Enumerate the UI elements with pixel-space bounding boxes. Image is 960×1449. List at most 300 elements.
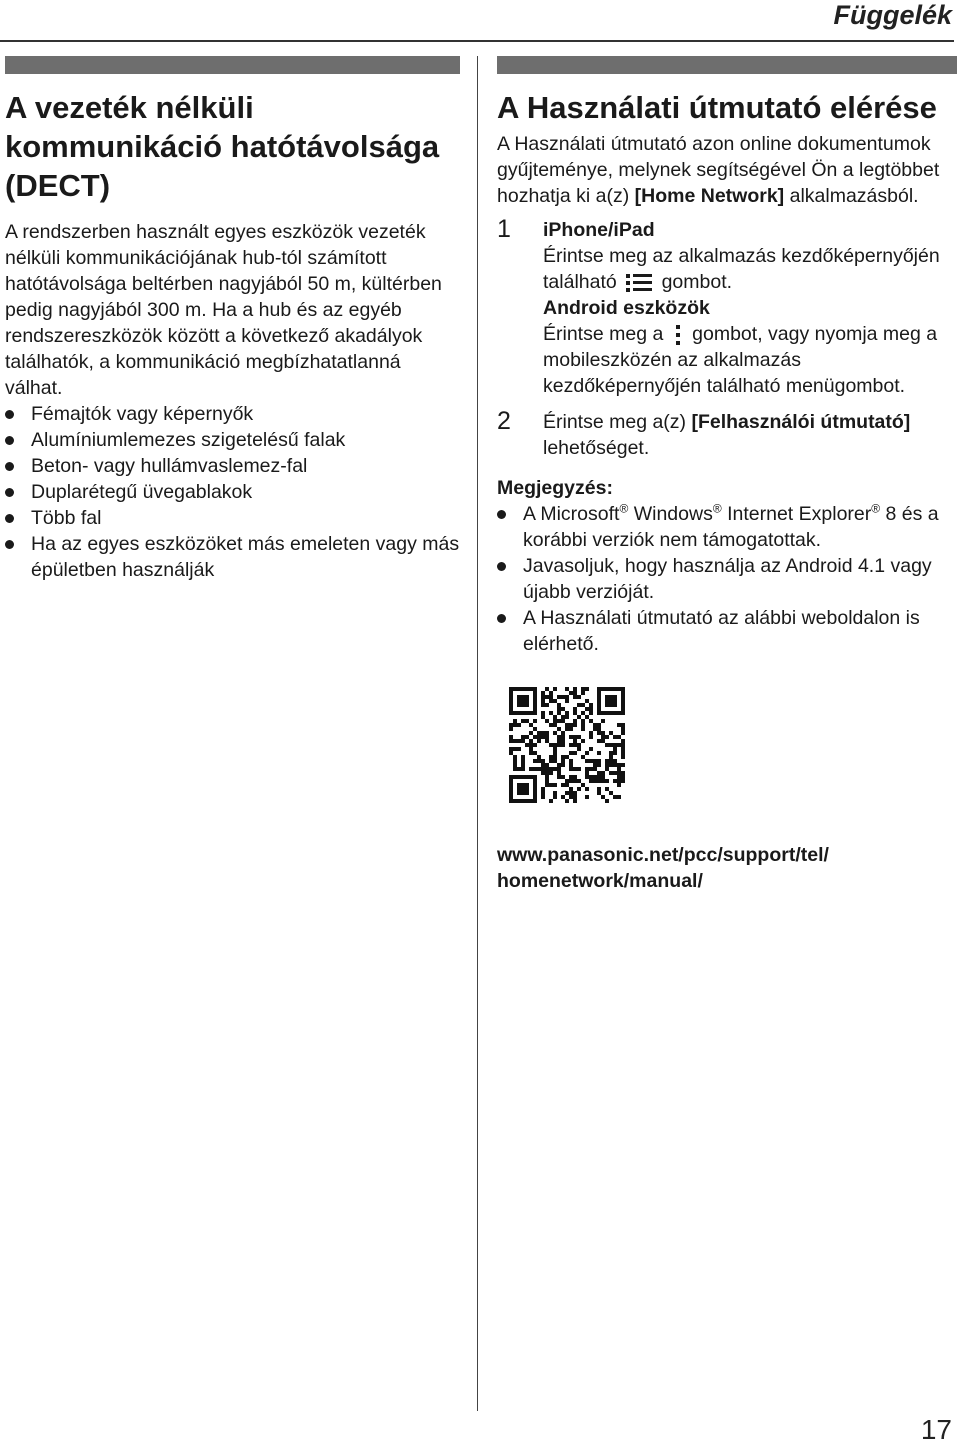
qr-module [565, 711, 569, 715]
qr-module [521, 687, 525, 691]
qr-module [509, 691, 513, 695]
qr-module [545, 739, 549, 743]
header-rule [0, 40, 954, 42]
note-list [497, 501, 957, 657]
qr-module [545, 763, 549, 767]
qr-module [573, 719, 577, 723]
qr-module [533, 759, 537, 763]
qr-module [521, 767, 525, 771]
qr-module [541, 711, 545, 715]
qr-module [513, 767, 517, 771]
qr-module [597, 779, 601, 783]
qr-module [601, 775, 605, 779]
qr-module [581, 691, 585, 695]
qr-module [517, 767, 521, 771]
menu-list-icon [626, 273, 652, 293]
qr-module [561, 743, 565, 747]
qr-module [613, 751, 617, 755]
section-bar-left [5, 56, 460, 74]
qr-module [561, 775, 565, 779]
qr-module [613, 699, 617, 703]
qr-module [609, 743, 613, 747]
qr-module [613, 703, 617, 707]
qr-module [553, 791, 557, 795]
qr-module [513, 723, 517, 727]
qr-module [601, 731, 605, 735]
qr-module [557, 719, 561, 723]
qr-module [541, 695, 545, 699]
qr-module [589, 735, 593, 739]
qr-module [593, 775, 597, 779]
qr-module [565, 723, 569, 727]
qr-module [573, 795, 577, 799]
qr-module [557, 695, 561, 699]
list-item: Fémajtók vagy képernyők [5, 401, 460, 427]
qr-module [509, 711, 513, 715]
qr-module [569, 775, 573, 779]
qr-module [613, 735, 617, 739]
qr-module [545, 771, 549, 775]
qr-module [589, 775, 593, 779]
qr-module [573, 735, 577, 739]
qr-module [513, 759, 517, 763]
qr-module [617, 711, 621, 715]
qr-module [597, 727, 601, 731]
qr-module [553, 699, 557, 703]
dect-heading-line-1: A vezeték nélküli [5, 90, 254, 125]
qr-module [513, 739, 517, 743]
qr-module [561, 695, 565, 699]
list-item: Több fal [5, 505, 460, 531]
qr-module [509, 775, 513, 779]
qr-module [613, 763, 617, 767]
qr-module [593, 767, 597, 771]
qr-module [577, 695, 581, 699]
bullet-icon [5, 462, 14, 471]
list-item: A Használati útmutató az alábbi weboldalon is elérhető. [497, 605, 957, 657]
qr-module [593, 779, 597, 783]
step-2-instruction: Érintse meg a(z) [Felhasználói útmutató] lehetőséget. [543, 411, 911, 459]
qr-module [565, 715, 569, 719]
list-item: Duplarétegű üvegablakok [5, 479, 460, 505]
qr-module [597, 751, 601, 755]
qr-module [597, 771, 601, 775]
qr-module [581, 783, 585, 787]
qr-module [569, 735, 573, 739]
qr-module [597, 707, 601, 711]
qr-module [549, 799, 553, 803]
qr-module [605, 743, 609, 747]
qr-module [601, 779, 605, 783]
qr-module [557, 711, 561, 715]
qr-module [581, 727, 585, 731]
qr-module [609, 759, 613, 763]
qr-module [573, 739, 577, 743]
qr-module [513, 687, 517, 691]
qr-module [573, 751, 577, 755]
qr-module [621, 775, 625, 779]
qr-module [561, 795, 565, 799]
qr-module [581, 687, 585, 691]
qr-module [537, 731, 541, 735]
qr-module [509, 723, 513, 727]
qr-module [541, 731, 545, 735]
dect-heading-line-3: (DECT) [5, 168, 111, 203]
qr-module [517, 783, 521, 787]
qr-module [569, 795, 573, 799]
qr-module [617, 779, 621, 783]
qr-module [585, 759, 589, 763]
step-number: 2 [497, 407, 511, 435]
qr-module [609, 763, 613, 767]
qr-module [621, 723, 625, 727]
qr-module [605, 703, 609, 707]
qr-module [565, 727, 569, 731]
qr-module [585, 715, 589, 719]
qr-module [621, 687, 625, 691]
qr-module [597, 723, 601, 727]
qr-module [533, 727, 537, 731]
qr-module [557, 775, 561, 779]
qr-module [569, 787, 573, 791]
page-number: 17 [920, 1414, 952, 1445]
qr-module [533, 711, 537, 715]
qr-module [521, 759, 525, 763]
qr-module [609, 755, 613, 759]
qr-module [621, 743, 625, 747]
qr-module [533, 687, 537, 691]
qr-module [621, 695, 625, 699]
qr-module [521, 763, 525, 767]
qr-module [541, 795, 545, 799]
qr-module [573, 767, 577, 771]
qr-module [561, 715, 565, 719]
qr-module [593, 759, 597, 763]
qr-module [573, 687, 577, 691]
qr-module [565, 783, 569, 787]
qr-module [569, 759, 573, 763]
qr-module [573, 711, 577, 715]
qr-module [529, 731, 533, 735]
qr-module [517, 711, 521, 715]
qr-module [605, 763, 609, 767]
qr-module [621, 711, 625, 715]
qr-module [525, 743, 529, 747]
qr-module [609, 731, 613, 735]
manual-intro: A Használati útmutató azon online dokumentumok gyűjteménye, melynek segítségével Ön a legtöbbet hozhatja ki a(z) [Home Network] alkalmazásból. [497, 133, 940, 207]
qr-module [577, 767, 581, 771]
qr-module [617, 687, 621, 691]
qr-module [569, 751, 573, 755]
qr-module [509, 799, 513, 803]
qr-module [621, 731, 625, 735]
qr-module [573, 799, 577, 803]
qr-module [569, 723, 573, 727]
qr-module [589, 711, 593, 715]
qr-module [601, 795, 605, 799]
qr-module [621, 779, 625, 783]
section-bar-right [497, 56, 957, 74]
qr-module [529, 775, 533, 779]
qr-module [517, 703, 521, 707]
qr-module [601, 739, 605, 743]
qr-module [597, 699, 601, 703]
qr-module [581, 739, 585, 743]
qr-module [509, 699, 513, 703]
qr-module [561, 719, 565, 723]
qr-module [565, 791, 569, 795]
qr-module [589, 719, 593, 723]
qr-module [609, 687, 613, 691]
qr-module [545, 695, 549, 699]
qr-module [565, 695, 569, 699]
qr-module [597, 711, 601, 715]
qr-module [513, 719, 517, 723]
qr-module [597, 759, 601, 763]
qr-code[interactable] [509, 687, 625, 803]
qr-module [597, 787, 601, 791]
qr-module [617, 767, 621, 771]
qr-module [581, 711, 585, 715]
qr-module [617, 795, 621, 799]
qr-module [565, 779, 569, 783]
list-item: Ha az egyes eszközöket más emeleten vagy más épületben használják [5, 531, 460, 583]
qr-module [553, 723, 557, 727]
qr-module [577, 735, 581, 739]
qr-module [533, 799, 537, 803]
qr-module [517, 787, 521, 791]
qr-module [513, 755, 517, 759]
qr-module [533, 691, 537, 695]
column-divider [477, 56, 478, 1411]
qr-module [549, 691, 553, 695]
qr-module [577, 715, 581, 719]
qr-module [557, 771, 561, 775]
obstacle-list [5, 401, 460, 583]
qr-module [533, 695, 537, 699]
qr-module [597, 703, 601, 707]
qr-module [525, 799, 529, 803]
qr-module [585, 687, 589, 691]
qr-module [553, 719, 557, 723]
qr-module [617, 771, 621, 775]
qr-module [545, 731, 549, 735]
qr-module [537, 767, 541, 771]
qr-module [557, 727, 561, 731]
qr-module [585, 707, 589, 711]
qr-module [553, 767, 557, 771]
qr-module [581, 703, 585, 707]
qr-module [573, 695, 577, 699]
qr-module [525, 695, 529, 699]
qr-module [589, 759, 593, 763]
qr-module [601, 687, 605, 691]
qr-module [529, 739, 533, 743]
qr-module [553, 783, 557, 787]
qr-module [529, 723, 533, 727]
manual-url[interactable]: www.panasonic.net/pcc/support/tel/ homenetwork/manual/ [497, 844, 829, 892]
qr-module [525, 711, 529, 715]
qr-module [533, 775, 537, 779]
qr-module [589, 747, 593, 751]
qr-module [545, 779, 549, 783]
ios-instruction: Érintse meg az alkalmazás kezdőképernyőjén található gombot. [543, 245, 940, 293]
qr-module [541, 771, 545, 775]
qr-module [545, 767, 549, 771]
qr-module [521, 755, 525, 759]
qr-module [577, 779, 581, 783]
qr-module [561, 735, 565, 739]
qr-module [605, 767, 609, 771]
qr-module [533, 735, 537, 739]
android-instruction: Érintse meg a gombot, vagy nyomja meg a mobileszközén az alkalmazás kezdőképernyőjén található menügombot. [543, 323, 938, 397]
step-1 [497, 217, 957, 399]
qr-module [613, 747, 617, 751]
qr-module [545, 703, 549, 707]
qr-module [509, 695, 513, 699]
qr-module [597, 775, 601, 779]
qr-module [509, 783, 513, 787]
qr-module [609, 751, 613, 755]
qr-module [605, 695, 609, 699]
step-2 [497, 409, 957, 461]
qr-module [621, 707, 625, 711]
qr-module [589, 767, 593, 771]
qr-module [601, 719, 605, 723]
qr-module [509, 795, 513, 799]
qr-module [509, 703, 513, 707]
qr-module [521, 735, 525, 739]
qr-module [545, 775, 549, 779]
bullet-icon [5, 410, 14, 419]
qr-module [549, 771, 553, 775]
bullet-icon [5, 436, 14, 445]
qr-module [513, 747, 517, 751]
qr-module [521, 775, 525, 779]
qr-module [597, 791, 601, 795]
qr-module [549, 783, 553, 787]
qr-module [609, 703, 613, 707]
qr-module [577, 747, 581, 751]
qr-module [573, 707, 577, 711]
qr-module [565, 799, 569, 803]
qr-module [581, 719, 585, 723]
qr-module [613, 779, 617, 783]
qr-module [597, 691, 601, 695]
qr-module [557, 763, 561, 767]
qr-module [589, 707, 593, 711]
qr-module [525, 703, 529, 707]
qr-module [541, 735, 545, 739]
qr-module [517, 695, 521, 699]
qr-module [621, 727, 625, 731]
qr-module [533, 795, 537, 799]
qr-module [529, 767, 533, 771]
qr-module [621, 739, 625, 743]
qr-module [525, 687, 529, 691]
qr-module [553, 715, 557, 719]
dect-intro: A rendszerben használt egyes eszközök vezeték nélküli kommunikációjának hub-tól számított hatótávolsága beltérben nagyjából 50 m, kültérben pedig nagyjából 300 m. Ha a hub és az egyéb rendszereszközök között a következő akadályok találhatók, a kommunikáció megbízhatatlanná válhat. [5, 221, 442, 399]
qr-module [569, 743, 573, 747]
qr-module [601, 711, 605, 715]
qr-module [597, 731, 601, 735]
qr-module [585, 751, 589, 755]
qr-module [553, 731, 557, 735]
bullet-icon [5, 540, 14, 549]
qr-module [605, 759, 609, 763]
qr-module [549, 759, 553, 763]
qr-module [533, 719, 537, 723]
qr-module [593, 723, 597, 727]
qr-module [541, 787, 545, 791]
qr-module [513, 763, 517, 767]
qr-module [585, 787, 589, 791]
list-item: Javasoljuk, hogy használja az Android 4.1 vagy újabb verzióját. [497, 553, 957, 605]
qr-module [533, 707, 537, 711]
manual-heading: A Használati útmutató elérése [497, 90, 937, 125]
qr-module [557, 743, 561, 747]
qr-module [545, 735, 549, 739]
qr-module [621, 755, 625, 759]
qr-module [521, 783, 525, 787]
qr-module [521, 799, 525, 803]
qr-module [541, 763, 545, 767]
qr-module [605, 787, 609, 791]
qr-module [605, 687, 609, 691]
qr-module [581, 723, 585, 727]
qr-module [605, 799, 609, 803]
qr-module [561, 759, 565, 763]
qr-module [573, 779, 577, 783]
qr-module [541, 791, 545, 795]
qr-module [565, 699, 569, 703]
qr-module [549, 767, 553, 771]
dect-heading [5, 88, 460, 205]
qr-module [525, 791, 529, 795]
qr-module [545, 783, 549, 787]
qr-module [577, 787, 581, 791]
qr-module [553, 743, 557, 747]
qr-module [557, 767, 561, 771]
qr-module [553, 795, 557, 799]
qr-module [593, 763, 597, 767]
qr-module [509, 747, 513, 751]
qr-module [585, 775, 589, 779]
qr-module [621, 763, 625, 767]
qr-module [533, 783, 537, 787]
qr-module [561, 731, 565, 735]
section-title: Függelék [833, 0, 952, 30]
qr-module [613, 743, 617, 747]
qr-module [509, 707, 513, 711]
qr-module [517, 799, 521, 803]
qr-module [585, 767, 589, 771]
qr-module [589, 779, 593, 783]
qr-module [517, 723, 521, 727]
right-column [497, 56, 957, 894]
qr-module [561, 739, 565, 743]
step-number: 1 [497, 215, 511, 243]
qr-module [513, 711, 517, 715]
qr-module [573, 691, 577, 695]
qr-module [521, 703, 525, 707]
qr-module [553, 759, 557, 763]
ios-heading: iPhone/iPad [543, 219, 655, 241]
qr-module [585, 795, 589, 799]
qr-module [529, 747, 533, 751]
qr-module [533, 779, 537, 783]
qr-module [533, 751, 537, 755]
